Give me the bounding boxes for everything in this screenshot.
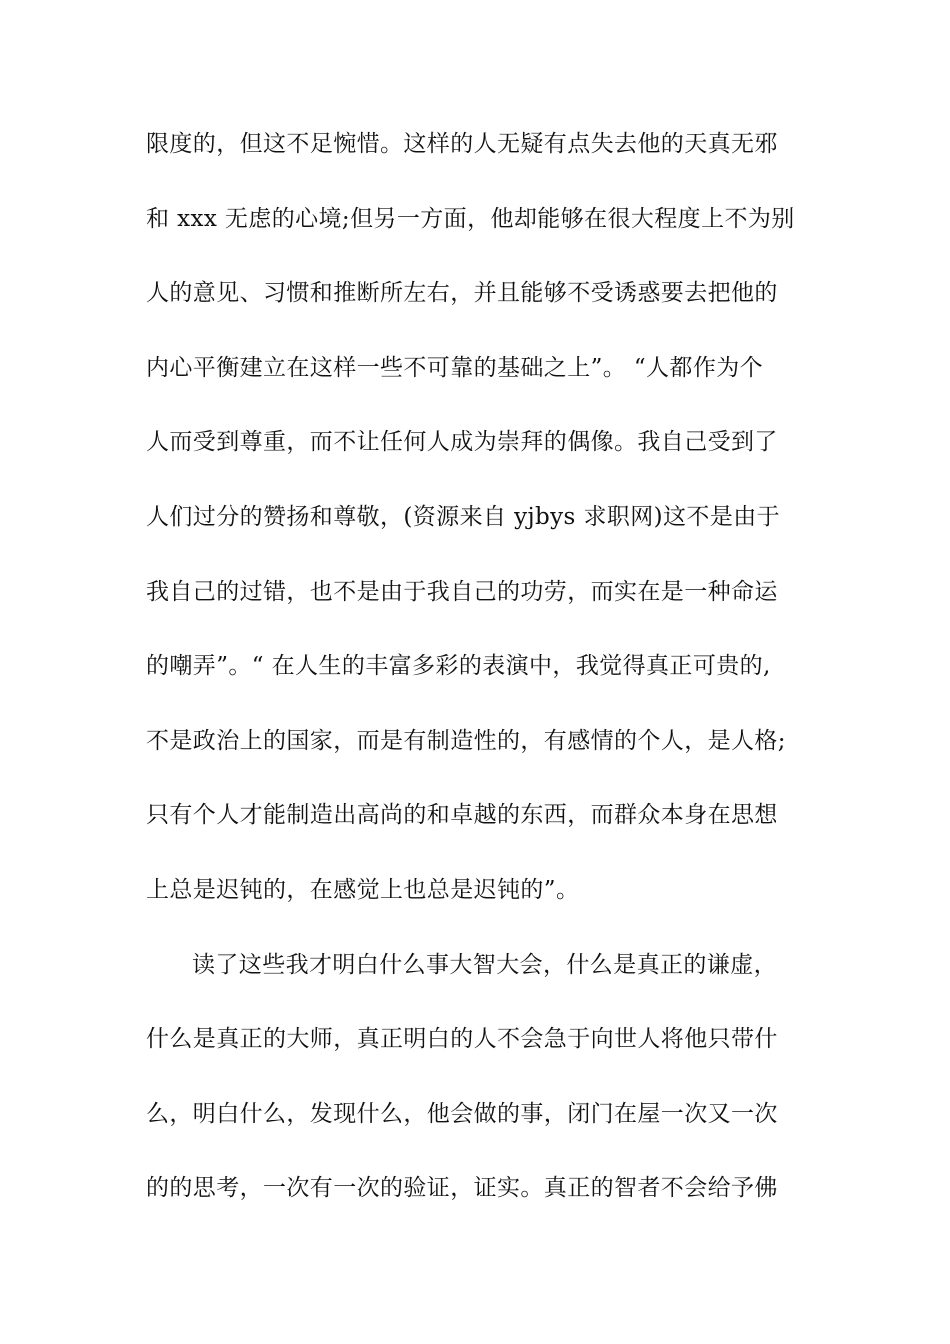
- text-line: 的的思考，一次有一次的验证，证实。真正的智者不会给予佛: [146, 1175, 778, 1202]
- text-line: 限度的，但这不足惋惜。这样的人无疑有点失去他的天真无邪: [146, 131, 778, 157]
- text-line: 人的意见、习惯和推断所左右，并且能够不受诱惑要去把他的: [146, 280, 778, 307]
- text-line: 上总是迟钝的，在感觉上也总是迟钝的”。: [146, 876, 580, 903]
- text-line: 不是政治上的国家，而是有制造性的，有感情的个人，是人格;: [146, 727, 786, 754]
- text-line: 人们过分的赞扬和尊敬，(资源来自 yjbys 求职网)这不是由于: [146, 503, 781, 530]
- text-line: 我自己的过错，也不是由于我自己的功劳，而实在是一种命运: [146, 578, 778, 605]
- document-body: [146, 132, 826, 1251]
- paragraph-first-line: 读了这些我才明白什么事大智大会，什么是真正的谦虚，: [192, 951, 777, 978]
- text-line: 和 xxx 无虑的心境;但另一方面，他却能够在很大程度上不为别: [146, 205, 795, 232]
- text-line: 的嘲弄”。“ 在人生的丰富多彩的表演中，我觉得真正可贵的,: [146, 653, 771, 680]
- text-line: 人而受到尊重，而不让任何人成为崇拜的偶像。我自己受到了: [146, 429, 778, 456]
- text-line: 么，明白什么，发现什么，他会做的事，闭门在屋一次又一次: [146, 1100, 778, 1127]
- text-line: 内心平衡建立在这样一些不可靠的基础之上”。 “人都作为个: [146, 354, 764, 381]
- text-line: 只有个人才能制造出高尚的和卓越的东西，而群众本身在思想: [146, 802, 778, 829]
- text-line: 什么是真正的大师，真正明白的人不会急于向世人将他只带什: [146, 1026, 778, 1053]
